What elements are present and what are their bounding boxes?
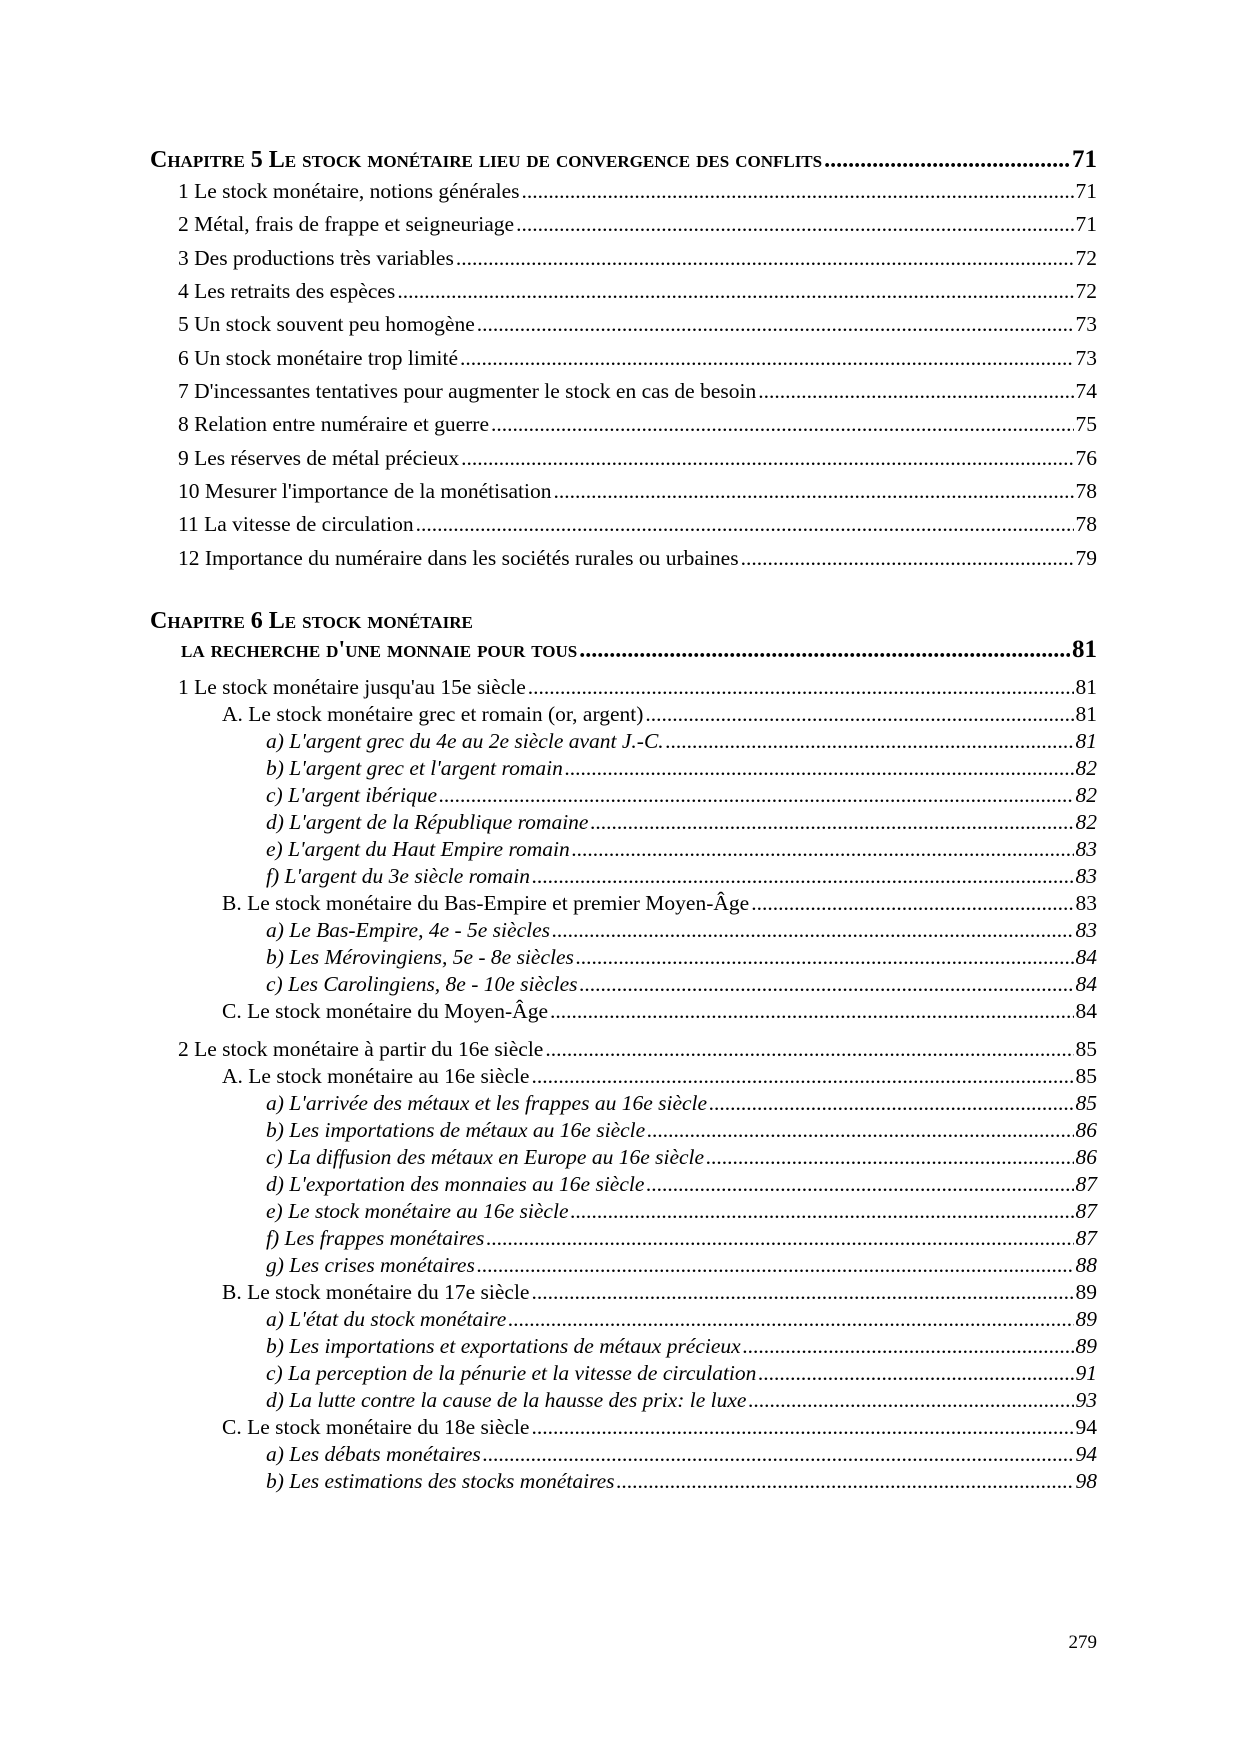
entry-label: 4 Les retraits des espèces xyxy=(178,279,396,303)
page-ref: 71 xyxy=(1075,212,1097,236)
dot-leader xyxy=(645,702,1073,727)
entry-label: b) Les Mérovingiens, 5e - 8e siècles xyxy=(266,945,574,969)
toc-entry[interactable] xyxy=(178,179,1097,204)
toc-entry[interactable] xyxy=(222,999,1097,1024)
dot-leader xyxy=(531,1280,1073,1305)
entry-label: 9 Les réserves de métal précieux xyxy=(178,446,460,470)
entry-label: A. Le stock monétaire au 16e siècle xyxy=(222,1064,530,1088)
entry-label: B. Le stock monétaire du 17e siècle xyxy=(222,1280,530,1304)
dot-leader xyxy=(531,1415,1073,1440)
toc-entry[interactable] xyxy=(266,810,1097,835)
dot-leader xyxy=(617,1469,1074,1494)
toc-entry[interactable] xyxy=(266,1253,1097,1278)
entry-label: 2 Métal, frais de frappe et seigneuriage xyxy=(178,212,515,236)
dot-leader xyxy=(824,147,1070,174)
entry-label: c) La diffusion des métaux en Europe au 16e siècle xyxy=(266,1145,705,1169)
page-ref: 89 xyxy=(1075,1334,1097,1358)
toc-entry[interactable] xyxy=(222,891,1097,916)
dot-leader xyxy=(571,1199,1074,1224)
page-ref: 87 xyxy=(1075,1199,1097,1223)
page-ref: 73 xyxy=(1075,346,1097,370)
entry-label: a) L'état du stock monétaire xyxy=(266,1307,507,1331)
page-ref: 89 xyxy=(1075,1280,1097,1304)
page-ref: 91 xyxy=(1075,1361,1097,1385)
entry-label: 10 Mesurer l'importance de la monétisation xyxy=(178,479,552,503)
page-ref: 83 xyxy=(1075,864,1097,888)
toc-entry[interactable] xyxy=(266,1145,1097,1170)
dot-leader xyxy=(579,637,1070,664)
dot-leader xyxy=(758,379,1073,404)
page-number: 279 xyxy=(1068,1632,1097,1653)
dot-leader xyxy=(508,1307,1073,1332)
page-ref: 76 xyxy=(1075,446,1097,470)
toc-entry[interactable] xyxy=(178,379,1097,404)
page-ref: 75 xyxy=(1075,412,1097,436)
dot-leader xyxy=(491,412,1073,437)
dot-leader xyxy=(751,891,1073,916)
page-ref: 81 xyxy=(1075,729,1097,753)
entry-label: B. Le stock monétaire du Bas-Empire et premier Moyen-Âge xyxy=(222,891,750,915)
page-ref: 78 xyxy=(1075,479,1097,503)
dot-leader xyxy=(553,479,1073,504)
page-ref: 71 xyxy=(1072,146,1097,173)
toc-entry[interactable] xyxy=(178,212,1097,237)
dot-leader xyxy=(550,999,1074,1024)
page-ref: 82 xyxy=(1075,756,1097,780)
entry-label: e) Le stock monétaire au 16e siècle xyxy=(266,1199,569,1223)
toc-entry[interactable] xyxy=(178,346,1097,371)
dot-leader xyxy=(741,546,1074,571)
entry-label: 2 Le stock monétaire à partir du 16e siècle xyxy=(178,1037,544,1061)
page-ref: 86 xyxy=(1075,1145,1097,1169)
page-ref: 83 xyxy=(1075,891,1097,915)
dot-leader xyxy=(522,179,1074,204)
entry-label: A. Le stock monétaire grec et romain (or, argent) xyxy=(222,702,644,726)
toc-entry[interactable] xyxy=(178,546,1097,571)
page-ref: 83 xyxy=(1075,918,1097,942)
chapter-6-heading-line-2[interactable] xyxy=(181,636,1097,664)
entry-label: 6 Un stock monétaire trop limité xyxy=(178,346,459,370)
entry-label: 7 D'incessantes tentatives pour augmenter le stock en cas de besoin xyxy=(178,379,757,403)
entry-label: 1 Le stock monétaire jusqu'au 15e siècle xyxy=(178,675,526,699)
dot-leader xyxy=(516,212,1073,237)
entry-label: 12 Importance du numéraire dans les sociétés rurales ou urbaines xyxy=(178,546,739,570)
entry-label: f) L'argent du 3e siècle romain xyxy=(266,864,530,888)
page-ref: 81 xyxy=(1075,702,1097,726)
toc-entry[interactable] xyxy=(222,1415,1097,1440)
dot-leader xyxy=(565,756,1074,781)
dot-leader xyxy=(416,512,1074,537)
page-ref: 86 xyxy=(1075,1118,1097,1142)
dot-leader xyxy=(647,1118,1073,1143)
toc-entry[interactable] xyxy=(266,1361,1097,1386)
page-ref: 85 xyxy=(1075,1037,1097,1061)
page-ref: 88 xyxy=(1075,1253,1097,1277)
dot-leader xyxy=(532,864,1074,889)
page-ref: 87 xyxy=(1075,1226,1097,1250)
page-ref: 82 xyxy=(1075,783,1097,807)
toc-entry[interactable] xyxy=(266,864,1097,889)
entry-label: c) La perception de la pénurie et la vitesse de circulation xyxy=(266,1361,757,1385)
dot-leader xyxy=(483,1442,1074,1467)
dot-leader xyxy=(572,837,1074,862)
page-ref: 78 xyxy=(1075,512,1097,536)
toc-entry[interactable] xyxy=(266,972,1097,997)
toc-entry[interactable] xyxy=(266,918,1097,943)
dot-leader xyxy=(397,279,1073,304)
toc-entry[interactable] xyxy=(266,1307,1097,1332)
entry-label: a) L'arrivée des métaux et les frappes au 16e siècle xyxy=(266,1091,708,1115)
dot-leader xyxy=(439,783,1074,808)
page-ref: 82 xyxy=(1075,810,1097,834)
entry-label: b) Les importations de métaux au 16e siècle xyxy=(266,1118,646,1142)
toc-entry[interactable] xyxy=(178,279,1097,304)
page-ref: 87 xyxy=(1075,1172,1097,1196)
toc-entry[interactable] xyxy=(266,756,1097,781)
toc-entry[interactable] xyxy=(178,675,1097,700)
toc-entry[interactable] xyxy=(266,945,1097,970)
entry-label: d) La lutte contre la cause de la hausse des prix: le luxe xyxy=(266,1388,747,1412)
page-ref: 73 xyxy=(1075,312,1097,336)
page-ref: 74 xyxy=(1075,379,1097,403)
page-ref: 81 xyxy=(1075,675,1097,699)
page-ref: 84 xyxy=(1075,999,1097,1023)
toc-entry[interactable] xyxy=(178,412,1097,437)
dot-leader xyxy=(743,1334,1074,1359)
dot-leader xyxy=(461,446,1073,471)
page-ref: 85 xyxy=(1075,1091,1097,1115)
page-ref: 72 xyxy=(1075,246,1097,270)
toc-entry[interactable] xyxy=(266,729,1097,754)
entry-label: e) L'argent du Haut Empire romain xyxy=(266,837,570,861)
chapter-5-heading[interactable] xyxy=(150,146,1097,174)
toc-entry[interactable] xyxy=(266,1199,1097,1224)
entry-label: C. Le stock monétaire du 18e siècle xyxy=(222,1415,530,1439)
toc-entry[interactable] xyxy=(266,1388,1097,1413)
dot-leader xyxy=(748,1388,1073,1413)
dot-leader xyxy=(477,1253,1074,1278)
toc-entry[interactable] xyxy=(178,479,1097,504)
entry-label: C. Le stock monétaire du Moyen-Âge xyxy=(222,999,548,1023)
toc-entry[interactable] xyxy=(178,446,1097,471)
entry-label: 8 Relation entre numéraire et guerre xyxy=(178,412,490,436)
page-ref: 93 xyxy=(1075,1388,1097,1412)
page-ref: 72 xyxy=(1075,279,1097,303)
dot-leader xyxy=(456,246,1074,271)
chapter-title: la recherche d'une monnaie pour tous xyxy=(181,637,578,663)
page-ref: 83 xyxy=(1075,837,1097,861)
entry-label: f) Les frappes monétaires xyxy=(266,1226,485,1250)
dot-leader xyxy=(646,1172,1073,1197)
entry-label: g) Les crises monétaires xyxy=(266,1253,475,1277)
entry-label: c) L'argent ibérique xyxy=(266,783,437,807)
toc-entry[interactable] xyxy=(266,837,1097,862)
dot-leader xyxy=(552,918,1074,943)
toc-entry[interactable] xyxy=(266,1226,1097,1251)
toc-entry[interactable] xyxy=(178,312,1097,337)
toc-entry[interactable] xyxy=(222,1280,1097,1305)
page-ref: 98 xyxy=(1075,1469,1097,1493)
toc-entry[interactable] xyxy=(266,1469,1097,1494)
entry-label: b) Les importations et exportations de métaux précieux xyxy=(266,1334,741,1358)
entry-label: 1 Le stock monétaire, notions générales xyxy=(178,179,520,203)
page-ref: 94 xyxy=(1075,1415,1097,1439)
dot-leader xyxy=(477,312,1074,337)
entry-label: d) L'argent de la République romaine xyxy=(266,810,589,834)
dot-leader xyxy=(590,810,1073,835)
entry-label: 3 Des productions très variables xyxy=(178,246,454,270)
entry-label: a) Le Bas-Empire, 4e - 5e siècles xyxy=(266,918,550,942)
entry-label: a) L'argent grec du 4e au 2e siècle avant J.-C. xyxy=(266,729,664,753)
toc-entry[interactable] xyxy=(266,1442,1097,1467)
toc-entry[interactable] xyxy=(178,246,1097,271)
toc-entry[interactable] xyxy=(266,1172,1097,1197)
page-ref: 94 xyxy=(1075,1442,1097,1466)
page-ref: 71 xyxy=(1075,179,1097,203)
dot-leader xyxy=(709,1091,1073,1116)
dot-leader xyxy=(531,1064,1073,1089)
toc-entry[interactable] xyxy=(266,1091,1097,1116)
page-ref: 84 xyxy=(1075,972,1097,996)
dot-leader xyxy=(580,972,1074,997)
toc-entry[interactable] xyxy=(266,783,1097,808)
entry-label: 5 Un stock souvent peu homogène xyxy=(178,312,475,336)
dot-leader xyxy=(460,346,1073,371)
dot-leader xyxy=(486,1226,1073,1251)
toc-entry[interactable] xyxy=(178,512,1097,537)
dot-leader xyxy=(576,945,1074,970)
page-ref: 85 xyxy=(1075,1064,1097,1088)
page-ref: 81 xyxy=(1072,636,1097,663)
chapter-title: Chapitre 5 Le stock monétaire lieu de convergence des conflits xyxy=(150,147,823,173)
toc-entry[interactable] xyxy=(222,1064,1097,1089)
entry-label: b) L'argent grec et l'argent romain xyxy=(266,756,563,780)
page-ref: 89 xyxy=(1075,1307,1097,1331)
entry-label: d) L'exportation des monnaies au 16e siècle xyxy=(266,1172,645,1196)
toc-entry[interactable] xyxy=(178,1037,1097,1062)
toc-entry[interactable] xyxy=(222,702,1097,727)
entry-label: a) Les débats monétaires xyxy=(266,1442,481,1466)
dot-leader xyxy=(528,675,1074,700)
entry-label: c) Les Carolingiens, 8e - 10e siècles xyxy=(266,972,578,996)
toc-entry[interactable] xyxy=(266,1118,1097,1143)
dot-leader xyxy=(666,729,1074,754)
toc-entry[interactable] xyxy=(266,1334,1097,1359)
page-ref: 79 xyxy=(1075,546,1097,570)
chapter-6-heading-line-1[interactable]: Chapitre 6 Le stock monétaire xyxy=(150,608,473,634)
page-ref: 84 xyxy=(1075,945,1097,969)
entry-label: b) Les estimations des stocks monétaires xyxy=(266,1469,615,1493)
dot-leader xyxy=(706,1145,1073,1170)
entry-label: 11 La vitesse de circulation xyxy=(178,512,414,536)
dot-leader xyxy=(758,1361,1073,1386)
dot-leader xyxy=(545,1037,1073,1062)
